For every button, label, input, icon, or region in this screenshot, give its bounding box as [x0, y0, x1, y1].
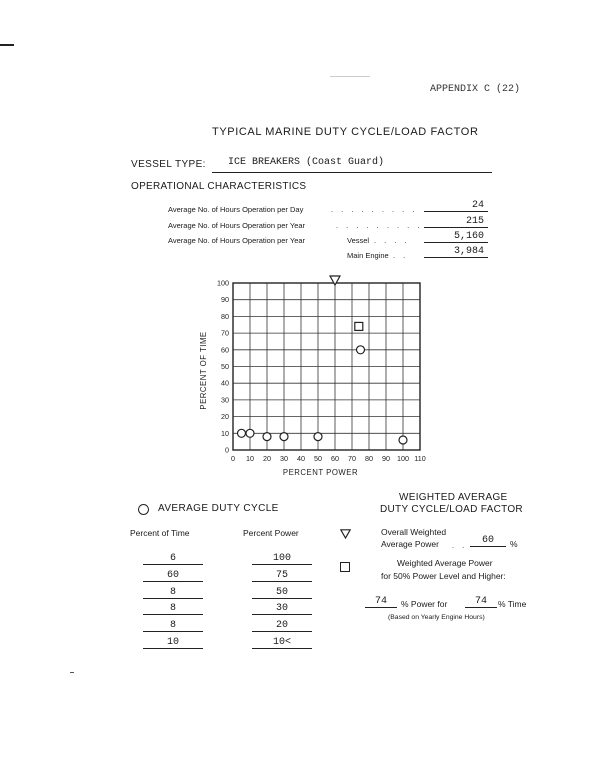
percent-time-value: 6 — [143, 553, 203, 565]
duty-cycle-point — [314, 433, 322, 441]
overall-weighted-label-1: Overall Weighted — [381, 527, 447, 537]
overall-percent-sign: % — [510, 539, 518, 549]
x-tick-label: 40 — [297, 454, 305, 463]
square-icon — [340, 562, 350, 572]
percent-power-value: 100 — [252, 553, 312, 565]
leader-dots: . . . . . . . . . — [336, 221, 423, 230]
avg-duty-circle-icon — [138, 504, 149, 515]
weighted-time-value: 74 — [465, 596, 497, 608]
weighted-heading-2: DUTY CYCLE/LOAD FACTOR — [380, 504, 523, 515]
page-title: TYPICAL MARINE DUTY CYCLE/LOAD FACTOR — [212, 126, 479, 138]
x-tick-label: 100 — [397, 454, 409, 463]
duty-cycle-point — [246, 429, 254, 437]
x-tick-label: 30 — [280, 454, 288, 463]
duty-cycle-point — [238, 429, 246, 437]
y-tick-label: 100 — [217, 278, 229, 288]
time-suffix-label: % Time — [498, 599, 527, 609]
percent-power-value: 50 — [252, 587, 312, 599]
hours-per-year-value: 215 — [424, 216, 488, 228]
y-tick-label: 0 — [225, 445, 229, 455]
y-tick-label: 40 — [221, 378, 229, 388]
weighted-heading-1: WEIGHTED AVERAGE — [399, 492, 508, 503]
vessel-type-value: ICE BREAKERS (Coast Guard) — [228, 157, 385, 168]
x-tick-label: 110 — [414, 454, 426, 463]
x-axis-label: PERCENT POWER — [282, 468, 359, 477]
duty-cycle-point — [280, 433, 288, 441]
y-tick-label: 30 — [221, 395, 229, 405]
hours-vessel-label: Average No. of Hours Operation per Year — [168, 236, 306, 245]
hours-per-year-label: Average No. of Hours Operation per Year — [168, 221, 306, 230]
x-tick-label: 70 — [348, 454, 356, 463]
hours-main-engine-value: 3,984 — [424, 246, 488, 258]
engine-hours-note: (Based on Yearly Engine Hours) — [388, 614, 485, 621]
col-header-power: Percent Power — [243, 528, 299, 538]
x-tick-label: 60 — [331, 454, 339, 463]
vessel-sublabel: Vessel — [347, 236, 370, 245]
percent-time-value: 10 — [143, 637, 203, 649]
operational-heading: OPERATIONAL CHARACTERISTICS — [131, 181, 307, 192]
x-tick-label: 50 — [314, 454, 322, 463]
power-for-label: % Power for — [401, 599, 448, 609]
vessel-type-label: VESSEL TYPE: — [131, 159, 206, 170]
percent-power-value: 20 — [252, 620, 312, 632]
y-tick-label: 20 — [221, 412, 229, 422]
weighted-power-value: 74 — [365, 596, 397, 608]
weighted-power-square-point — [355, 322, 363, 330]
col-header-time: Percent of Time — [130, 528, 190, 538]
hours-vessel-value: 5,160 — [424, 231, 488, 243]
x-tick-label: 90 — [382, 454, 390, 463]
percent-time-value: 8 — [143, 603, 203, 615]
duty-cycle-point — [399, 436, 407, 444]
y-tick-label: 90 — [221, 295, 229, 305]
y-axis-label: PERCENT OF TIME — [199, 331, 208, 410]
percent-time-value: 8 — [143, 620, 203, 632]
appendix-label: APPENDIX C (22) — [430, 84, 521, 95]
overall-weighted-value: 60 — [470, 535, 506, 547]
triangle-down-icon — [340, 529, 351, 539]
leader-dots: . . . . . . . . . — [331, 205, 418, 214]
y-tick-label: 50 — [221, 362, 229, 371]
x-tick-label: 20 — [263, 454, 271, 463]
percent-time-value: 60 — [143, 570, 203, 582]
y-tick-label: 60 — [221, 345, 229, 355]
main-engine-sublabel: Main Engine — [347, 251, 389, 260]
percent-power-value: 10< — [252, 637, 312, 649]
high-power-label-1: Weighted Average Power — [397, 558, 493, 568]
leader-dots: . . . . — [374, 236, 410, 245]
percent-power-value: 75 — [252, 570, 312, 582]
hours-per-day-value: 24 — [424, 200, 488, 212]
percent-time-value: 8 — [143, 587, 203, 599]
leader-dots: . . — [452, 541, 468, 550]
y-tick-label: 80 — [221, 311, 229, 321]
x-tick-label: 0 — [231, 454, 235, 463]
leader-dots: . . — [393, 251, 409, 260]
overall-weighted-label-2: Average Power — [381, 539, 439, 549]
duty-cycle-point — [357, 346, 365, 354]
avg-duty-heading: AVERAGE DUTY CYCLE — [158, 503, 279, 514]
x-tick-label: 10 — [246, 454, 254, 463]
x-tick-label: 80 — [365, 454, 373, 463]
y-tick-label: 10 — [221, 428, 229, 438]
duty-cycle-point — [263, 433, 271, 441]
percent-power-value: 30 — [252, 603, 312, 615]
hours-per-day-label: Average No. of Hours Operation per Day — [168, 205, 304, 214]
y-tick-label: 70 — [221, 328, 229, 338]
high-power-label-2: for 50% Power Level and Higher: — [381, 571, 506, 581]
